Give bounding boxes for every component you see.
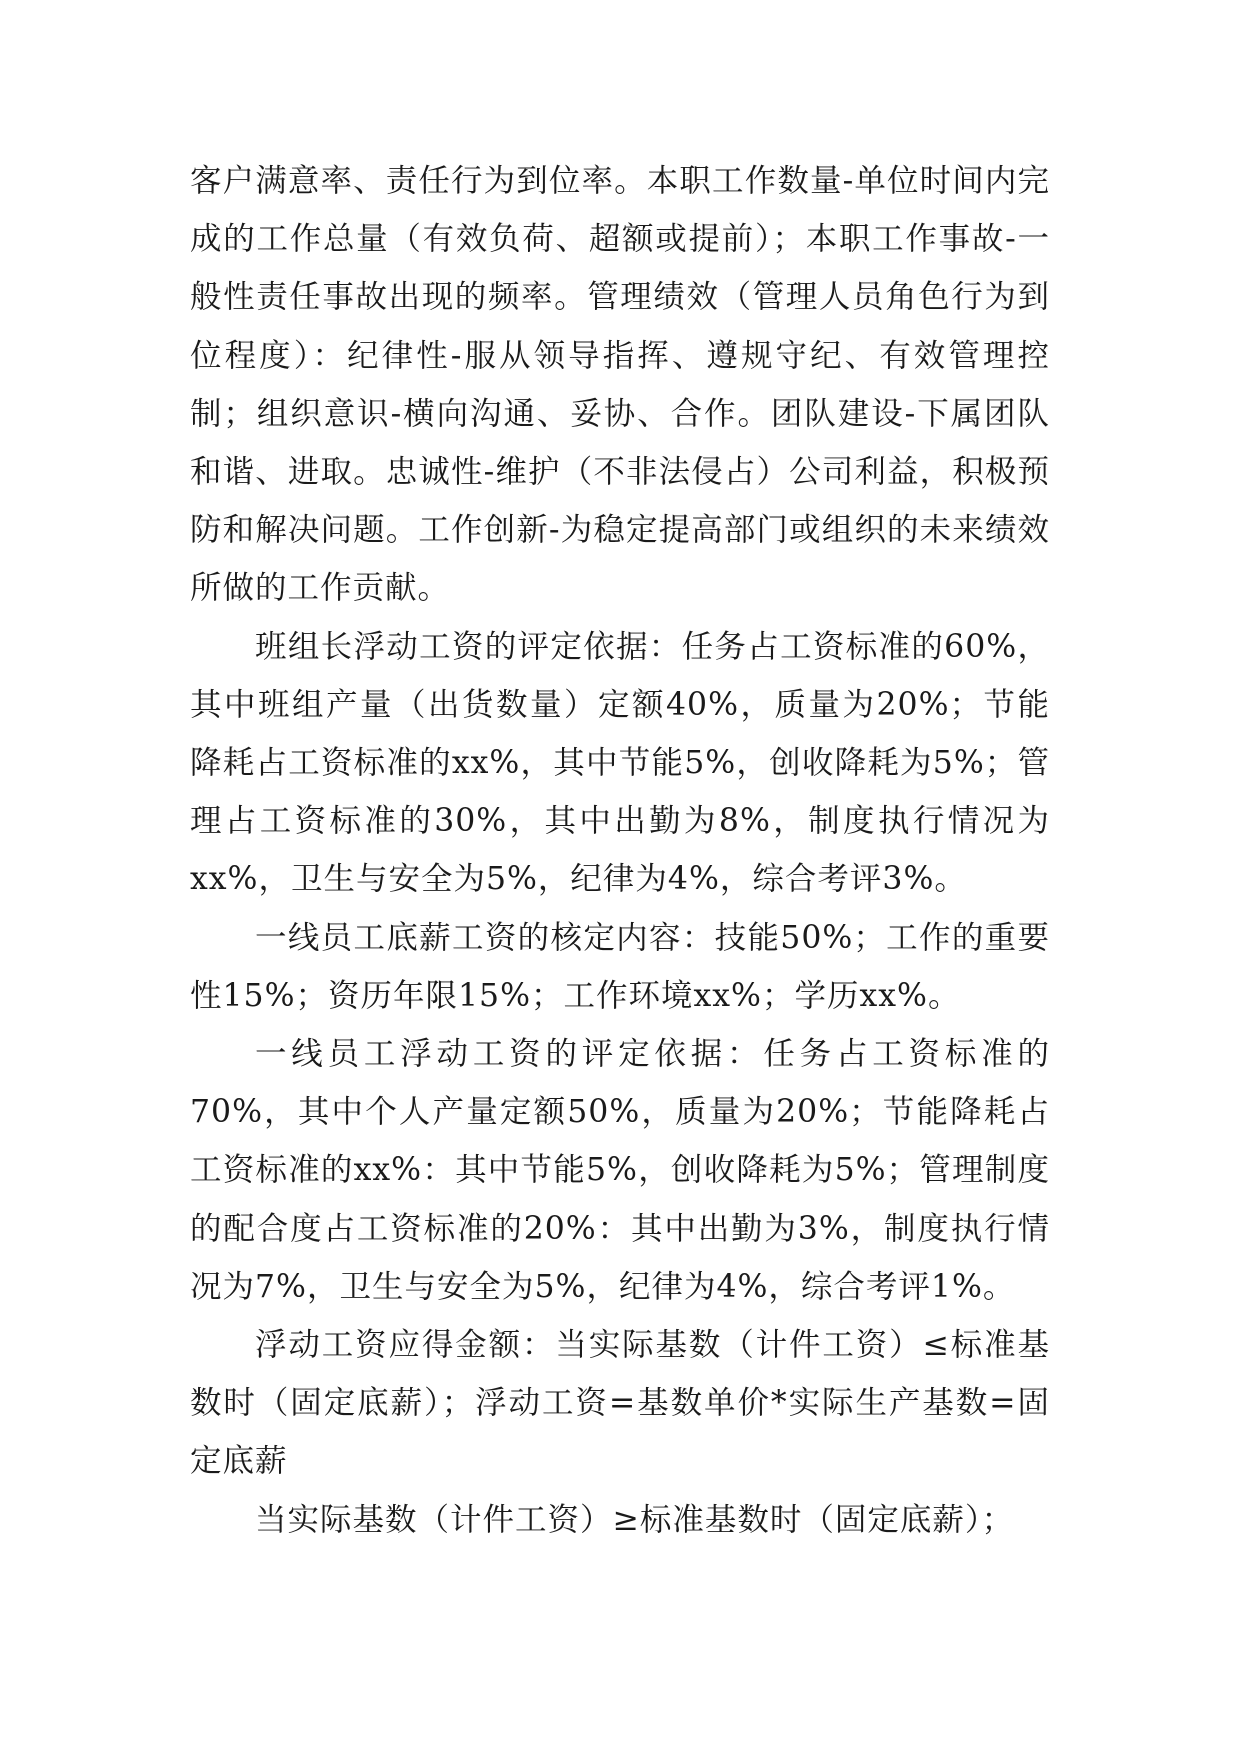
paragraph-team-leader-floating-wage: 班组长浮动工资的评定依据：任务占工资标准的60%，其中班组产量（出货数量）定额40%，质量为20%；节能降耗占工资标准的xx%，其中节能5%，创收降耗为5%；管理占工资标准的30%，其中出勤为8%，制度执行情况为xx%，卫生与安全为5%，纪律为4%，综合考评3%。	[190, 628, 1050, 898]
document-body	[190, 152, 1050, 1549]
paragraph-worker-base-wage: 一线员工底薪工资的核定内容：技能50%；工作的重要性15%；资历年限15%；工作环境xx%；学历xx%。	[190, 919, 1050, 1014]
paragraph-performance-criteria: 客户满意率、责任行为到位率。本职工作数量-单位时间内完成的工作总量（有效负荷、超额或提前）；本职工作事故-一般性责任事故出现的频率。管理绩效（管理人员角色行为到位程度）：纪律性-服从领导指挥、遵规守纪、有效管理控制；组织意识-横向沟通、妥协、合作。团队建设-下属团队和谐、进取。忠诚性-维护（不非法侵占）公司利益，积极预防和解决问题。工作创新-为稳定提高部门或组织的未来绩效所做的工作贡献。	[190, 163, 1050, 607]
paragraph-floating-wage-condition: 当实际基数（计件工资）≥标准基数时（固定底薪）；	[255, 1501, 1015, 1538]
paragraph-worker-floating-wage: 一线员工浮动工资的评定依据：任务占工资标准的70%，其中个人产量定额50%，质量为20%；节能降耗占工资标准的xx%：其中节能5%，创收降耗为5%；管理制度的配合度占工资标准的20%：其中出勤为3%，制度执行情况为7%，卫生与安全为5%，纪律为4%，综合考评1%。	[190, 1036, 1050, 1305]
paragraph-floating-wage-formula: 浮动工资应得金额：当实际基数（计件工资）≤标准基数时（固定底薪）；浮动工资=基数单价*实际生产基数=固定底薪	[190, 1327, 1050, 1480]
